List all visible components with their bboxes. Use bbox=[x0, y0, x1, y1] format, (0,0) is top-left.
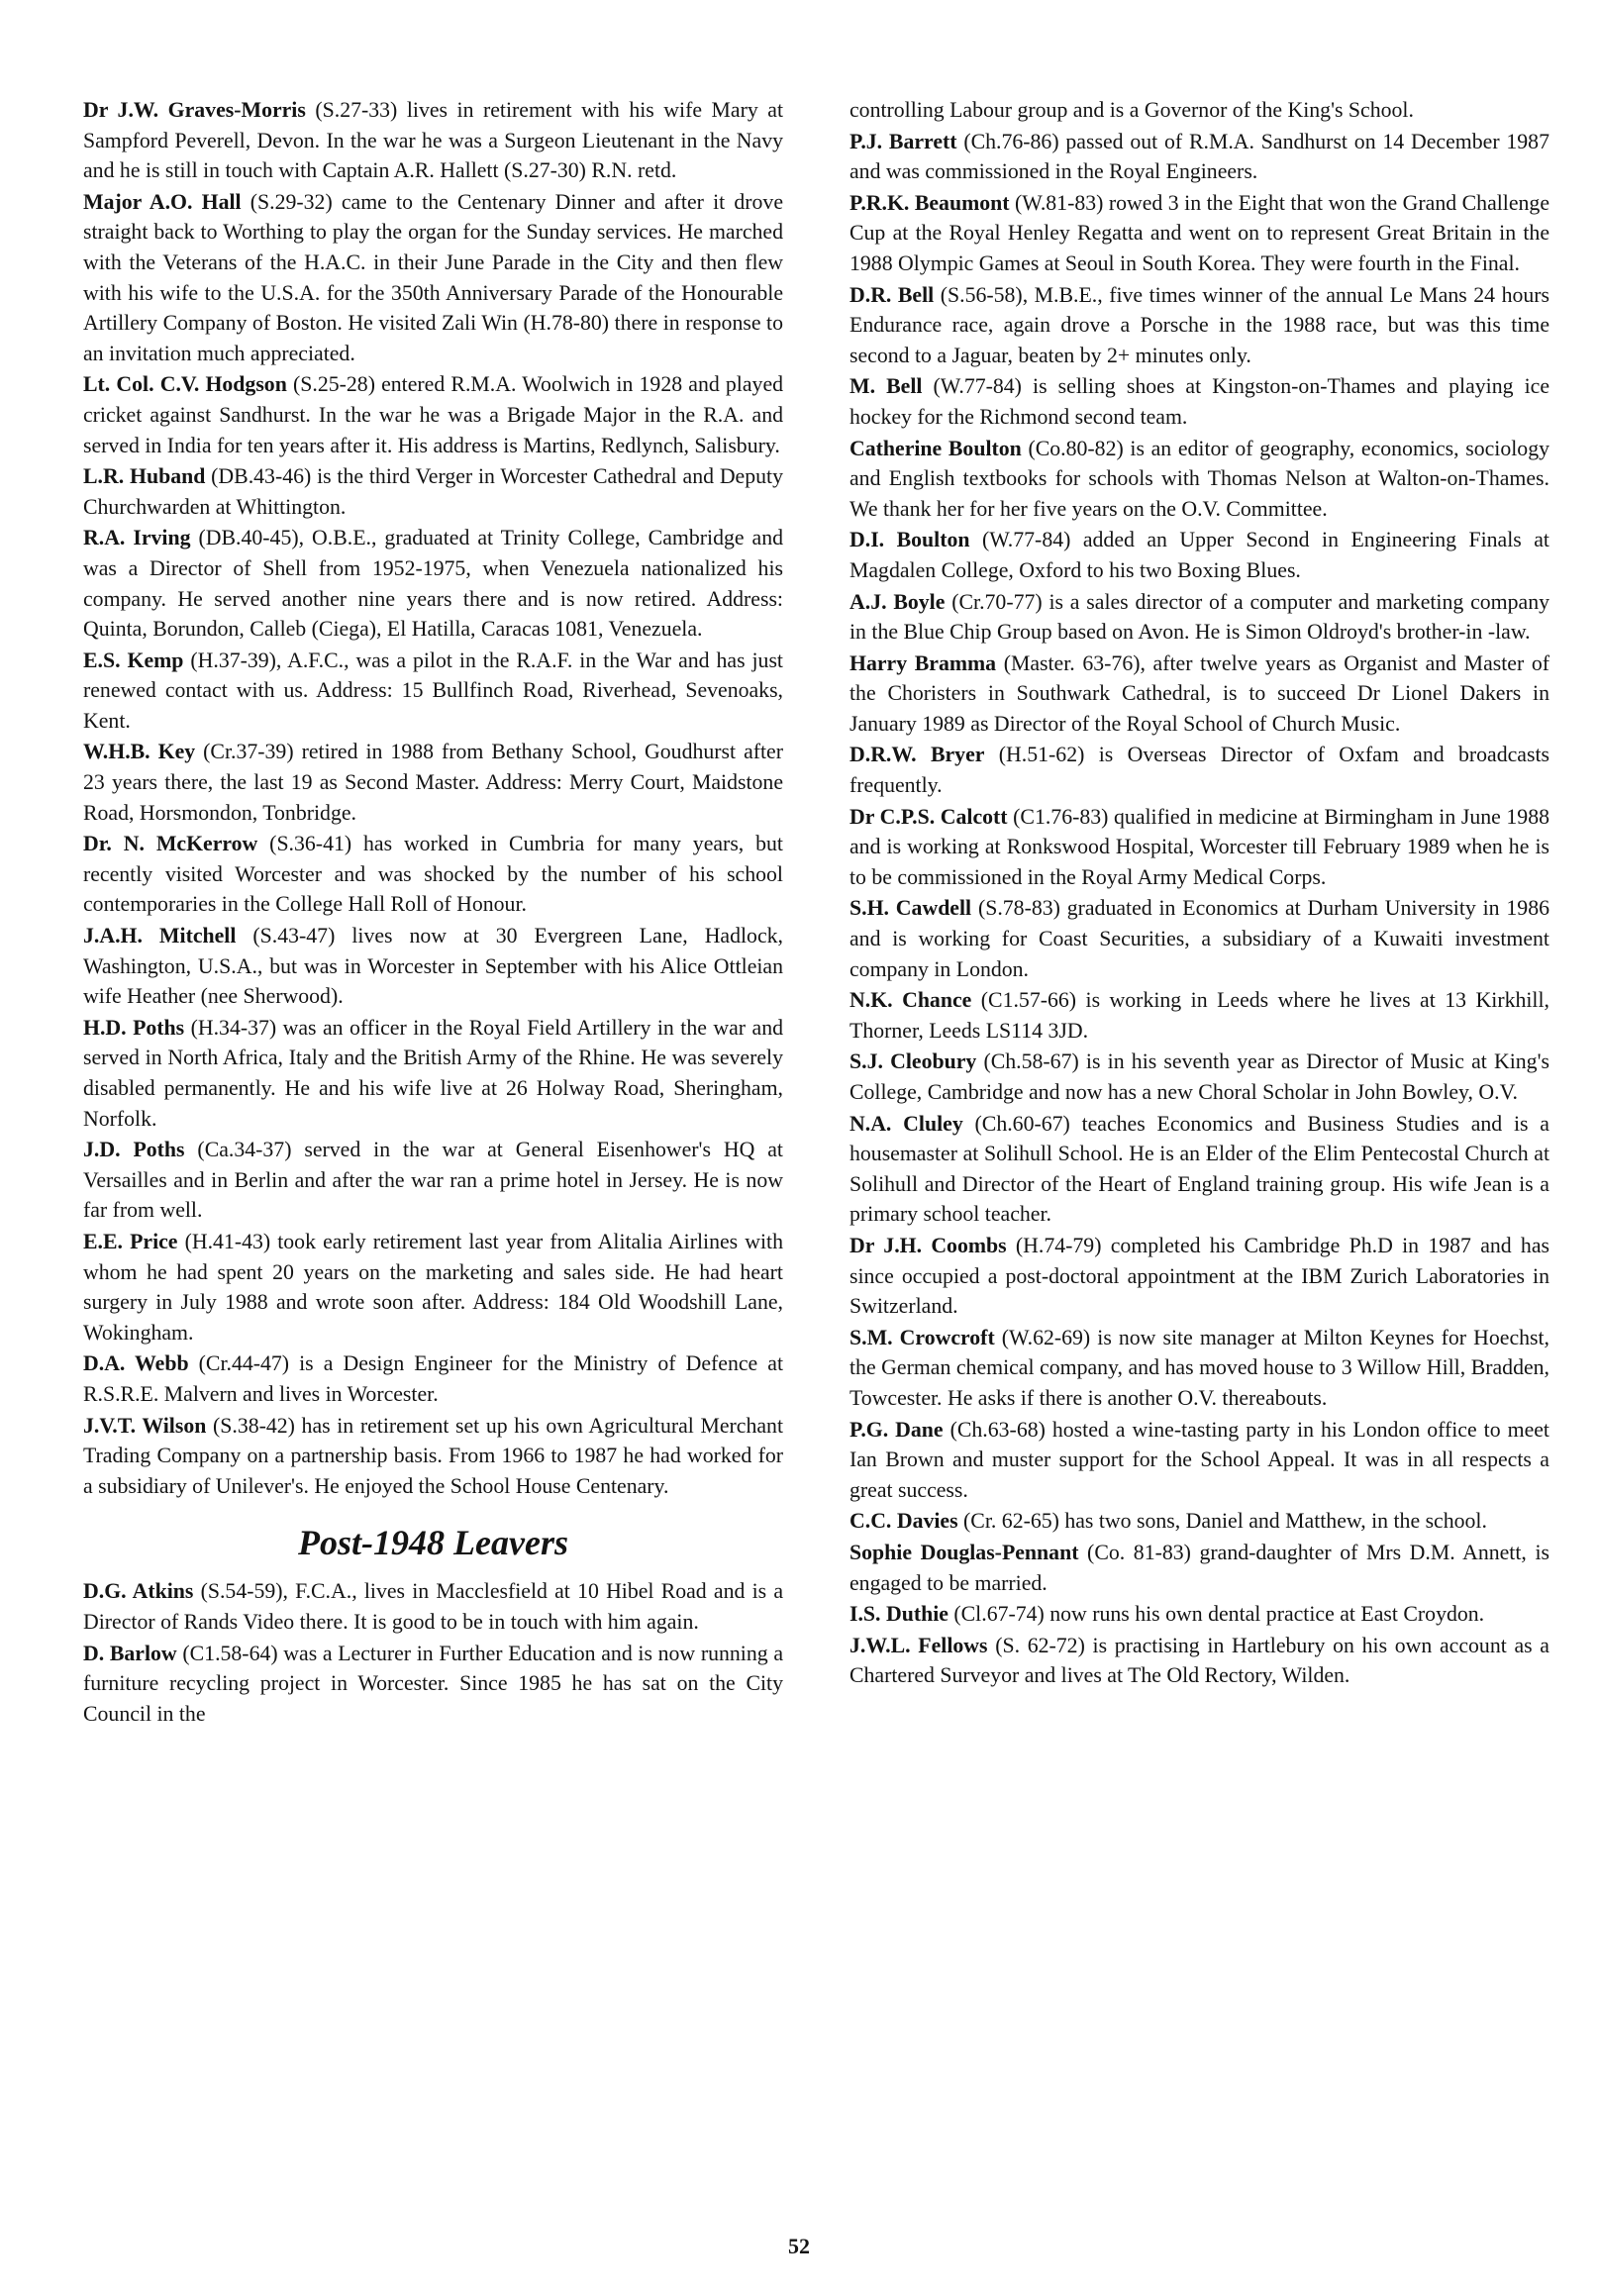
entry-text: (DB.40-45), O.B.E., graduated at Trinity College, Cambridge and was a Director of Shell from 1952-1975, when Venezuela nationalized his company. He served another nine years there and is now retired. Address: Quinta, Borundon, Calleb (Ciega), El Hatilla, Caracas 1081, Venezuela. bbox=[83, 526, 784, 642]
entry-text: (S.43-47) lives now at 30 Evergreen Lane, Hadlock, Washington, U.S.A., but was in Worcester in September with his Alice Ottleian wife Heather (nee Sherwood). bbox=[83, 924, 783, 1009]
list-item bbox=[849, 280, 1549, 371]
list-item bbox=[83, 737, 783, 828]
entry-name: R.A. Irving bbox=[83, 526, 191, 550]
continuation-text: controlling Labour group and is a Governor of the King's School. bbox=[849, 98, 1414, 122]
entry-text: (C1.58-64) was a Lecturer in Further Education and is now running a furniture recycling project in Worcester. Since 1985 he has sat on the City Council in the bbox=[83, 1641, 784, 1726]
entry-text: (Cr.44-47) is a Design Engineer for the Ministry of Defence at R.S.R.E. Malvern and lives in Worcester. bbox=[83, 1351, 784, 1406]
entry-text: (Co. 81-83) grand-daughter of Mrs D.M. Annett, is engaged to be married. bbox=[849, 1540, 1549, 1595]
entry-name: S.H. Cawdell bbox=[849, 896, 972, 921]
list-item bbox=[849, 1631, 1549, 1691]
entry-text: (S.29-32) came to the Centenary Dinner and after it drove straight back to Worthing to play the organ for the Sunday services. He marched with the Veterans of the H.A.C. in their June Parade in the City and then flew with his wife to the U.S.A. for the 350th Anniversary Parade of the Honourable Artillery Company of Boston. He visited Zali Win (H.78-80) there in response to an invitation much appreciated. bbox=[83, 189, 783, 365]
entry-name: H.D. Poths bbox=[83, 1015, 185, 1040]
entry-text: (H.51-62) is Overseas Director of Oxfam and broadcasts frequently. bbox=[849, 743, 1549, 798]
entry-text: (W.77-84) is selling shoes at Kingston-on-Thames and playing ice hockey for the Richmond second team. bbox=[849, 374, 1550, 429]
entry-name: D.A. Webb bbox=[83, 1351, 189, 1376]
list-item bbox=[849, 893, 1549, 984]
entry-name: P.R.K. Beaumont bbox=[849, 190, 1010, 215]
entry-text: (H.41-43) took early retirement last year from Alitalia Airlines with whom he had spent 20 years on the marketing and sales side. He had heart surgery in July 1988 and wrote soon after. Address: 184 Old Woodshill Lane, Wokingham. bbox=[83, 1229, 783, 1345]
list-item bbox=[849, 434, 1549, 525]
entry-name: P.J. Barrett bbox=[849, 129, 957, 153]
entry-text: (Cr.70-77) is a sales director of a computer and marketing company in the Blue Chip Group based on Avon. He is Simon Oldroyd's brother-in -law. bbox=[849, 589, 1549, 645]
list-item bbox=[849, 1323, 1549, 1414]
entry-text: (Co.80-82) is an editor of geography, economics, sociology and English textbooks for schools with Thomas Nelson at Walton-on-Thames. We thank her for her five years on the O.V. Committee. bbox=[849, 436, 1549, 521]
entry-text: (DB.43-46) is the third Verger in Worcester Cathedral and Deputy Churchwarden at Whittington. bbox=[83, 464, 783, 519]
list-item bbox=[849, 587, 1549, 648]
entry-name: E.S. Kemp bbox=[83, 648, 184, 672]
entry-text: (W.62-69) is now site manager at Milton Keynes for Hoechst, the German chemical company, and has moved house to 3 Willow Hill, Bradden, Towcester. He asks if there is another O.V. thereabouts. bbox=[849, 1325, 1550, 1410]
entry-name: Catherine Boulton bbox=[849, 436, 1022, 460]
entry-text: (Ch.60-67) teaches Economics and Business Studies and is a housemaster at Solihull School. He is an Elder of the Elim Pentecostal Church at Solihull and Director of the Heart of England training group. His wife Jean is a primary school teacher. bbox=[849, 1111, 1549, 1227]
entry-name: Lt. Col. C.V. Hodgson bbox=[83, 372, 287, 397]
page-number: 52 bbox=[788, 2234, 810, 2258]
entry-name: J.V.T. Wilson bbox=[83, 1413, 207, 1438]
entry-text: (H.37-39), A.F.C., was a pilot in the R.A.F. in the War and has just renewed contact with us. Address: 15 Bullfinch Road, Riverhead, Sevenoaks, Kent. bbox=[83, 648, 783, 733]
entry-name: N.K. Chance bbox=[849, 988, 972, 1013]
entry-name: S.M. Crowcroft bbox=[849, 1325, 995, 1349]
entry-name: P.G. Dane bbox=[849, 1417, 944, 1442]
entry-name: N.A. Cluley bbox=[849, 1111, 963, 1136]
right-column bbox=[849, 95, 1549, 1692]
list-item bbox=[849, 802, 1549, 893]
entry-name: D.G. Atkins bbox=[83, 1579, 194, 1604]
list-item bbox=[849, 1109, 1549, 1230]
entry-text: (W.81-83) rowed 3 in the Eight that won the Grand Challenge Cup at the Royal Henley Regatta and went on to represent Great Britain in the 1988 Olympic Games at Seoul in South Korea. They were fourth in the Final. bbox=[849, 190, 1550, 275]
entry-name: D.R.W. Bryer bbox=[849, 743, 985, 767]
entry-name: Dr. N. McKerrow bbox=[83, 832, 258, 856]
list-item bbox=[83, 1576, 783, 1637]
entry-name: Dr J.W. Graves-Morris bbox=[83, 98, 306, 122]
entry-name: S.J. Cleobury bbox=[849, 1049, 977, 1074]
entry-name: A.J. Boyle bbox=[849, 589, 946, 614]
list-item bbox=[83, 95, 783, 186]
list-item bbox=[83, 1013, 783, 1134]
entry-name: I.S. Duthie bbox=[849, 1602, 949, 1627]
entry-name: W.H.B. Key bbox=[83, 740, 196, 764]
list-item bbox=[849, 1599, 1549, 1630]
list-item bbox=[83, 1227, 783, 1348]
entry-text: (H.34-37) was an officer in the Royal Field Artillery in the war and served in North Africa, Italy and the British Army of the Rhine. He was severely disabled permanently. He and his wife live at 26 Holway Road, Sheringham, Norfolk. bbox=[83, 1015, 783, 1131]
list-item bbox=[83, 1348, 783, 1409]
list-item bbox=[849, 740, 1549, 800]
list-item bbox=[849, 1231, 1549, 1322]
list-item bbox=[849, 649, 1549, 740]
entry-name: L.R. Huband bbox=[83, 464, 206, 489]
entry-text: (S.25-28) entered R.M.A. Woolwich in 1928 and played cricket against Sandhurst. In the war he was a Brigade Major in the R.A. and served in India for ten years after it. His address is Martins, Redlynch, Salisbury. bbox=[83, 372, 784, 457]
list-item bbox=[83, 646, 783, 737]
list-item bbox=[83, 921, 783, 1012]
entry-name: D. Barlow bbox=[83, 1641, 177, 1665]
entry-text: (S.56-58), M.B.E., five times winner of the annual Le Mans 24 hours Endurance race, again drove a Porsche in the 1988 race, but was this time second to a Jaguar, beaten by 2+ minutes only. bbox=[849, 282, 1550, 367]
entry-text: (C1.76-83) qualified in medicine at Birmingham in June 1988 and is working at Ronkswood Hospital, Worcester till February 1989 when he is to be commissioned in the Royal Army Medical Corps. bbox=[849, 804, 1549, 889]
list-item bbox=[849, 188, 1549, 279]
entry-text: (Cr. 62-65) has two sons, Daniel and Matthew, in the school. bbox=[957, 1509, 1487, 1534]
entry-name: E.E. Price bbox=[83, 1229, 178, 1253]
entry-text: (Ch.76-86) passed out of R.M.A. Sandhurst on 14 December 1987 and was commissioned in the Royal Engineers. bbox=[849, 129, 1549, 184]
entry-name: Major A.O. Hall bbox=[83, 189, 242, 214]
entry-text: (S.27-33) lives in retirement with his wife Mary at Sampford Peverell, Devon. In the war he was a Surgeon Lieutenant in the Navy and he is still in touch with Captain A.R. Hallett (S.27-30) R.N. retd. bbox=[83, 98, 784, 183]
list-item bbox=[83, 187, 783, 369]
list-item bbox=[849, 1506, 1549, 1537]
list-item bbox=[83, 829, 783, 920]
section-heading: Post-1948 Leavers bbox=[298, 1523, 568, 1563]
entry-text: (S.54-59), F.C.A., lives in Macclesfield at 10 Hibel Road and is a Director of Rands Video there. It is good to be in touch with him again. bbox=[83, 1579, 783, 1634]
entry-name: C.C. Davies bbox=[849, 1509, 958, 1534]
entry-text: (H.74-79) completed his Cambridge Ph.D in 1987 and has since occupied a post-doctoral appointment at the IBM Zurich Laboratories in Switzerland. bbox=[849, 1233, 1549, 1319]
entry-text: (C1.57-66) is working in Leeds where he lives at 13 Kirkhill, Thorner, Leeds LS114 3JD. bbox=[849, 988, 1549, 1043]
entry-name: J.D. Poths bbox=[83, 1138, 185, 1162]
entry-text: (S.36-41) has worked in Cumbria for many years, but recently visited Worcester and was shocked by the number of his school contemporaries in the College Hall Roll of Honour. bbox=[83, 832, 783, 917]
entry-name: M. Bell bbox=[849, 374, 923, 399]
list-item bbox=[83, 1639, 783, 1730]
left-column bbox=[83, 95, 783, 1730]
entry-text: (Cl.67-74) now runs his own dental practice at East Croydon. bbox=[948, 1602, 1485, 1627]
entry-name: D.R. Bell bbox=[849, 282, 935, 307]
entry-text: (Cr.37-39) retired in 1988 from Bethany School, Goudhurst after 23 years there, the last 19 as Second Master. Address: Merry Court, Maidstone Road, Horsmondon, Tonbridge. bbox=[83, 740, 783, 825]
entry-name: Dr C.P.S. Calcott bbox=[849, 804, 1008, 829]
entry-text: (W.77-84) added an Upper Second in Engineering Finals at Magdalen College, Oxford to his two Boxing Blues. bbox=[849, 528, 1549, 582]
entry-name: Harry Bramma bbox=[849, 650, 997, 675]
entry-text: (S. 62-72) is practising in Hartlebury on his own account as a Chartered Surveyor and lives at The Old Rectory, Wilden. bbox=[849, 1633, 1549, 1688]
entry-text: (Ch.63-68) hosted a wine-tasting party in his London office to meet Ian Brown and muster support for the School Appeal. It was in all respects a great success. bbox=[849, 1417, 1549, 1502]
list-item bbox=[849, 1538, 1549, 1598]
list-item bbox=[849, 1415, 1549, 1506]
entry-name: J.A.H. Mitchell bbox=[83, 924, 237, 948]
entry-text: (S.38-42) has in retirement set up his own Agricultural Merchant Trading Company on a partnership basis. From 1966 to 1987 he had worked for a subsidiary of Unilever's. He enjoyed the School House Centenary. bbox=[83, 1413, 784, 1498]
list-item bbox=[83, 1411, 783, 1502]
entry-text: (S.78-83) graduated in Economics at Durham University in 1986 and is working for Coast Securities, a subsidiary of a Kuwaiti investment company in London. bbox=[849, 896, 1549, 981]
list-item bbox=[83, 461, 783, 522]
entry-name: J.W.L. Fellows bbox=[849, 1633, 988, 1657]
list-item bbox=[849, 985, 1549, 1046]
list-item bbox=[83, 1135, 783, 1226]
list-item bbox=[849, 127, 1549, 187]
entry-text: (Ca.34-37) served in the war at General Eisenhower's HQ at Versailles and in Berlin and after the war ran a prime hotel in Jersey. He is now far from well. bbox=[83, 1138, 783, 1223]
entry-text: (Master. 63-76), after twelve years as Organist and Master of the Choristers in Southwark Cathedral, is to succeed Dr Lionel Dakers in January 1989 as Director of the Royal School of Church Music. bbox=[849, 650, 1550, 736]
list-item bbox=[849, 371, 1549, 432]
list-item bbox=[849, 525, 1549, 585]
list-item bbox=[83, 523, 783, 644]
entry-name: Dr J.H. Coombs bbox=[849, 1233, 1007, 1257]
list-item bbox=[849, 1047, 1549, 1107]
entry-text: (Ch.58-67) is in his seventh year as Director of Music at King's College, Cambridge and now has a new Choral Scholar in John Bowley, O.V. bbox=[849, 1049, 1549, 1104]
entry-name: D.I. Boulton bbox=[849, 528, 970, 552]
entry-name: Sophie Douglas-Pennant bbox=[849, 1540, 1079, 1564]
list-item bbox=[83, 369, 783, 460]
